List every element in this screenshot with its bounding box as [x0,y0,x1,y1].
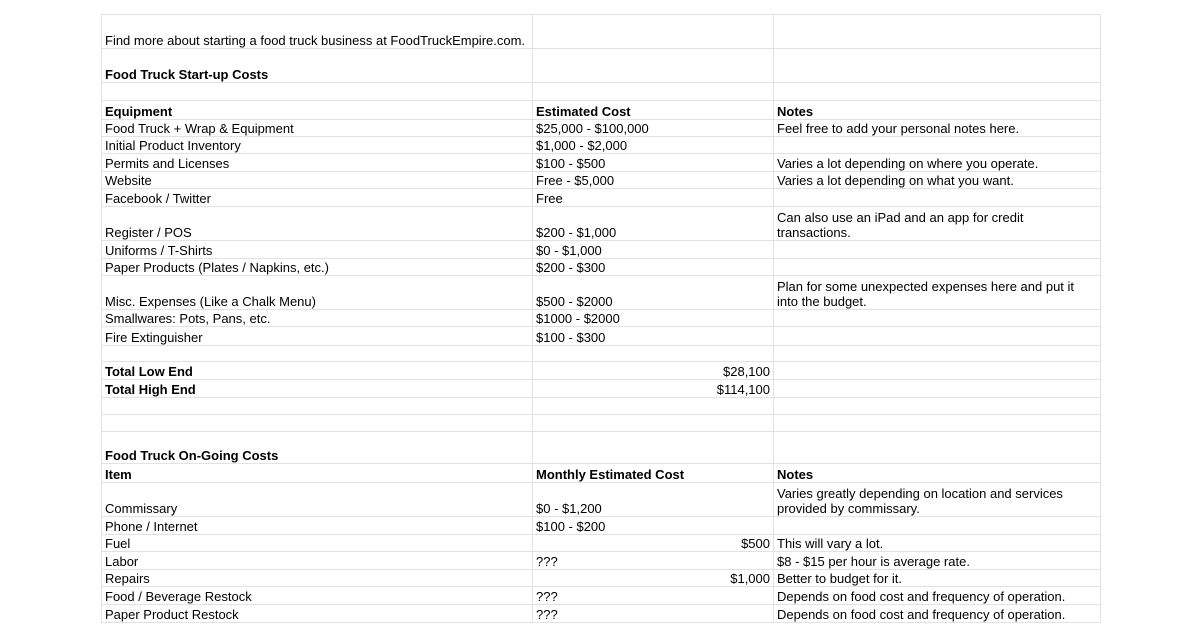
total-high-value[interactable]: $114,100 [533,380,774,398]
cost-cell[interactable]: $100 - $200 [533,517,774,535]
notes-cell[interactable]: $8 - $15 per hour is average rate. [774,552,1101,570]
header-estimated-cost[interactable]: Estimated Cost [533,101,774,120]
item-cell[interactable]: Register / POS [102,207,533,241]
table-row [102,120,1101,137]
cost-cell[interactable]: Free [533,189,774,207]
header-row [102,101,1101,120]
cell[interactable] [533,49,774,83]
item-cell[interactable]: Paper Product Restock [102,605,533,623]
table-row [102,552,1101,570]
cell[interactable] [774,432,1101,464]
cell[interactable] [533,415,774,432]
cost-cell[interactable]: Free - $5,000 [533,172,774,189]
sheet-row [102,49,1101,83]
notes-cell[interactable] [774,241,1101,259]
header-row [102,464,1101,483]
cost-cell[interactable]: $1000 - $2000 [533,310,774,327]
sheet-row [102,346,1101,362]
notes-cell[interactable]: Varies a lot depending on where you operate. [774,154,1101,172]
cost-cell[interactable]: $25,000 - $100,000 [533,120,774,137]
cell[interactable] [774,83,1101,101]
sheet-row [102,83,1101,101]
item-cell[interactable]: Smallwares: Pots, Pans, etc. [102,310,533,327]
item-cell[interactable]: Initial Product Inventory [102,137,533,154]
table-row [102,327,1101,346]
cost-cell[interactable]: $1,000 [533,570,774,587]
cost-cell[interactable]: $100 - $500 [533,154,774,172]
notes-cell[interactable] [774,327,1101,346]
notes-cell[interactable]: This will vary a lot. [774,535,1101,552]
notes-cell[interactable]: Feel free to add your personal notes here. [774,120,1101,137]
header-notes[interactable]: Notes [774,464,1101,483]
table-row [102,172,1101,189]
item-cell[interactable]: Commissary [102,483,533,517]
notes-cell[interactable]: Varies a lot depending on what you want. [774,172,1101,189]
item-cell[interactable]: Uniforms / T-Shirts [102,241,533,259]
cell[interactable] [774,380,1101,398]
item-cell[interactable]: Fire Extinguisher [102,327,533,346]
cost-cell[interactable]: $200 - $1,000 [533,207,774,241]
notes-cell[interactable]: Can also use an iPad and an app for credit transactions. [774,207,1101,241]
item-cell[interactable]: Repairs [102,570,533,587]
notes-cell[interactable]: Better to budget for it. [774,570,1101,587]
notes-cell[interactable] [774,310,1101,327]
table-row [102,207,1101,241]
cost-cell[interactable]: ??? [533,552,774,570]
table-row [102,276,1101,310]
item-cell[interactable]: Paper Products (Plates / Napkins, etc.) [102,259,533,276]
total-row [102,362,1101,380]
table-row [102,535,1101,552]
cell[interactable] [774,15,1101,49]
item-cell[interactable]: Website [102,172,533,189]
cell[interactable] [533,83,774,101]
cell[interactable] [102,346,533,362]
cost-cell[interactable]: $0 - $1,000 [533,241,774,259]
table-row [102,137,1101,154]
item-cell[interactable]: Fuel [102,535,533,552]
table-row [102,241,1101,259]
notes-cell[interactable] [774,517,1101,535]
cost-cell[interactable]: $0 - $1,200 [533,483,774,517]
cell[interactable] [102,83,533,101]
intro-link-cell[interactable]: Find more about starting a food truck business at FoodTruckEmpire.com. [102,15,533,49]
table-row [102,310,1101,327]
notes-cell[interactable]: Depends on food cost and frequency of operation. [774,605,1101,623]
table-row [102,517,1101,535]
table-row [102,587,1101,605]
sheet-row [102,432,1101,464]
sheet-row [102,15,1101,49]
item-cell[interactable]: Labor [102,552,533,570]
total-low-label[interactable]: Total Low End [102,362,533,380]
cost-cell[interactable]: $500 - $2000 [533,276,774,310]
notes-cell[interactable] [774,137,1101,154]
notes-cell[interactable] [774,259,1101,276]
notes-cell[interactable]: Depends on food cost and frequency of operation. [774,587,1101,605]
header-item[interactable]: Item [102,464,533,483]
table-row [102,154,1101,172]
total-row [102,380,1101,398]
startup-section-title[interactable]: Food Truck Start-up Costs [102,49,533,83]
header-monthly-estimated-cost[interactable]: Monthly Estimated Cost [533,464,774,483]
table-row [102,570,1101,587]
cell[interactable] [102,415,533,432]
sheet-row [102,398,1101,415]
cell[interactable] [102,398,533,415]
notes-cell[interactable]: Plan for some unexpected expenses here and put it into the budget. [774,276,1101,310]
item-cell[interactable]: Permits and Licenses [102,154,533,172]
notes-cell[interactable] [774,189,1101,207]
cell[interactable] [533,432,774,464]
cost-cell[interactable]: ??? [533,605,774,623]
header-notes[interactable]: Notes [774,101,1101,120]
cell[interactable] [774,346,1101,362]
item-cell[interactable]: Food / Beverage Restock [102,587,533,605]
notes-cell[interactable]: Varies greatly depending on location and services provided by commissary. [774,483,1101,517]
item-cell[interactable]: Phone / Internet [102,517,533,535]
spreadsheet-grid [101,14,1101,623]
cell[interactable] [774,49,1101,83]
cost-cell[interactable]: $1,000 - $2,000 [533,137,774,154]
table-row [102,483,1101,517]
cost-cell[interactable]: $100 - $300 [533,327,774,346]
cell[interactable] [774,415,1101,432]
table-row [102,605,1101,623]
table-row [102,259,1101,276]
cell[interactable] [533,398,774,415]
header-equipment[interactable]: Equipment [102,101,533,120]
item-cell[interactable]: Food Truck + Wrap & Equipment [102,120,533,137]
total-high-label[interactable]: Total High End [102,380,533,398]
cell[interactable] [774,362,1101,380]
item-cell[interactable]: Misc. Expenses (Like a Chalk Menu) [102,276,533,310]
cost-cell[interactable]: $200 - $300 [533,259,774,276]
cell[interactable] [533,15,774,49]
cost-cell[interactable]: ??? [533,587,774,605]
cost-cell[interactable]: $500 [533,535,774,552]
cell[interactable] [533,346,774,362]
item-cell[interactable]: Facebook / Twitter [102,189,533,207]
ongoing-section-title[interactable]: Food Truck On-Going Costs [102,432,533,464]
sheet-row [102,415,1101,432]
total-low-value[interactable]: $28,100 [533,362,774,380]
cell[interactable] [774,398,1101,415]
table-row [102,189,1101,207]
